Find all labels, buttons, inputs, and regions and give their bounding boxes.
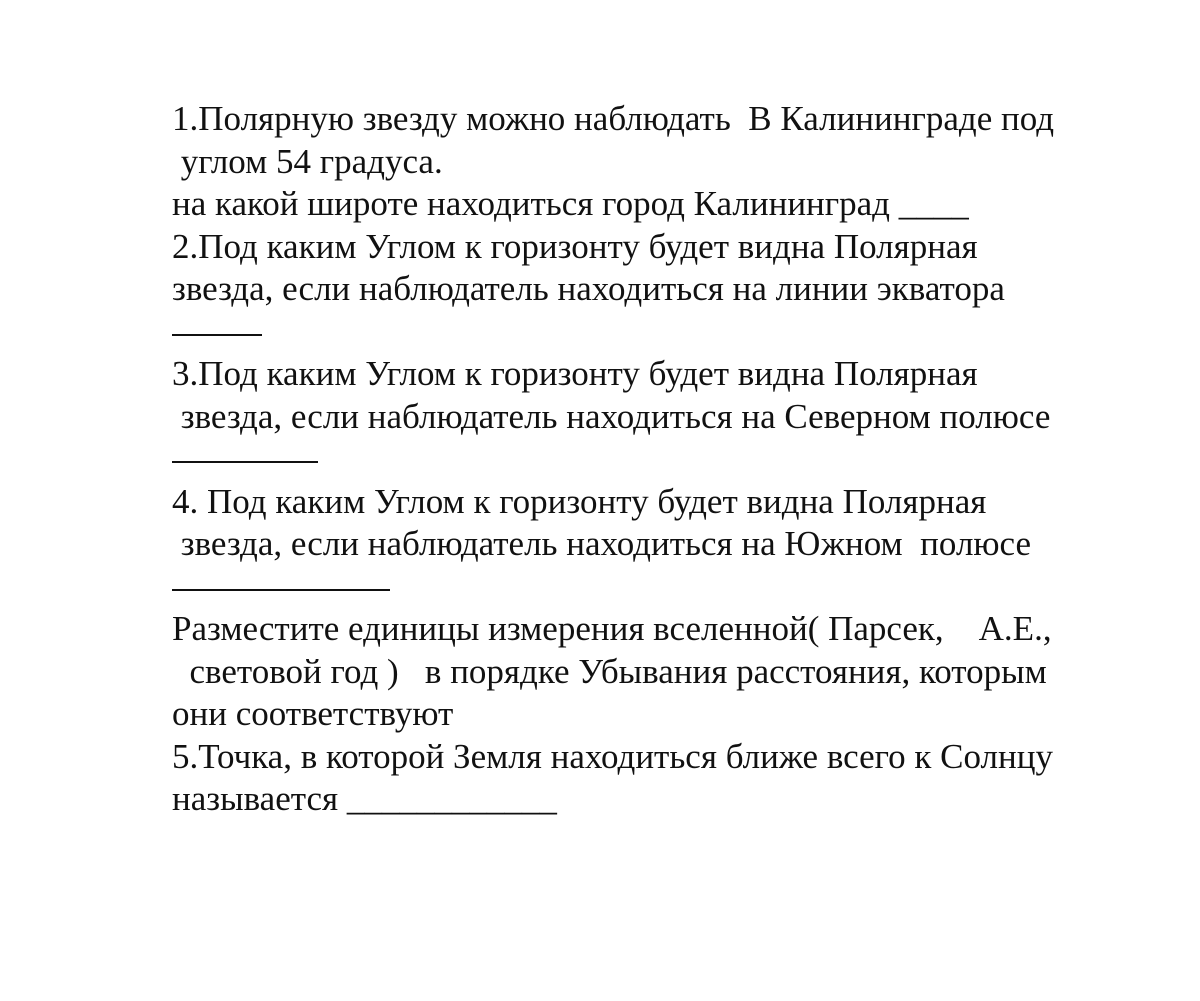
question-5-line-1: 5.Точка, в которой Земля находиться ближе всего к Солнцу: [172, 736, 1053, 776]
answer-blank-3: [172, 438, 1172, 481]
question-2-line-1: 2.Под каким Углом к горизонту будет видна Полярная: [172, 226, 978, 266]
question-1-line-1: 1.Полярную звезду можно наблюдать В Калининграде под: [172, 99, 1055, 138]
answer-line: [172, 461, 318, 463]
question-1-line-3: на какой широте находиться город Калининград ____: [172, 184, 969, 223]
units-question-line-1: Разместите единицы измерения вселенной( Парсек, А.Е.,: [172, 609, 1052, 648]
question-5-line-2: называется ____________: [172, 779, 557, 818]
answer-line: [172, 589, 390, 591]
units-question-line-3: они соответствуют: [172, 694, 454, 733]
question-3-line-2: звезда, если наблюдатель находиться на Северном полюсе: [172, 396, 1051, 436]
question-3-line-1: 3.Под каким Углом к горизонту будет видна Полярная: [172, 354, 978, 393]
question-1-line-2: углом 54 градуса.: [172, 141, 443, 181]
question-2-line-2: звезда, если наблюдатель находиться на линии экватора: [172, 269, 1005, 308]
worksheet-text: [172, 98, 1172, 821]
units-question-line-2: световой год ) в порядке Убывания расстояния, которым: [172, 651, 1047, 691]
question-4-line-1: 4. Под каким Углом к горизонту будет видна Полярная: [172, 481, 987, 521]
answer-line: [172, 334, 262, 336]
answer-blank-2: [172, 311, 1172, 354]
answer-blank-4: [172, 566, 1172, 609]
question-4-line-2: звезда, если наблюдатель находиться на Южном полюсе: [172, 524, 1032, 563]
